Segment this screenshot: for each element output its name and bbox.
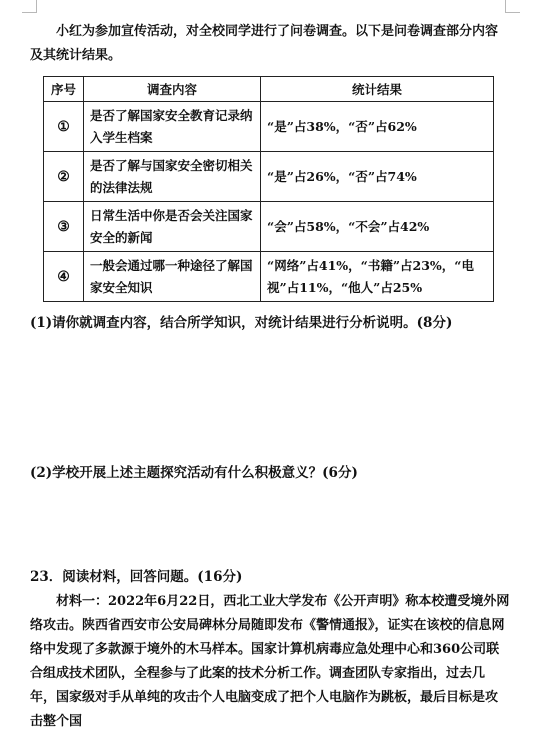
question-2: (2)学校开展上述主题探究活动有什么积极意义？(6分) <box>30 465 358 481</box>
row-result: “会”占58%，“不会”占42% <box>261 202 494 252</box>
row-result: “是”占26%，“否”占74% <box>261 152 494 202</box>
row-content: 是否了解与国家安全密切相关的法律法规 <box>84 152 261 202</box>
header-content: 调查内容 <box>84 77 261 102</box>
material-one-paragraph: 材料一：2022年6月22日，西北工业大学发布《公开声明》称本校遭受境外网络攻击。陕西省西安市公安局碑林分局随即发布《警情通报》，证实在该校的信息网络中发现了多款源于境外的木马样本。国家计算机病毒应急处理中心和360公司联合组成技术团队，全程参与了此案的技术分析工作。调查团队专家指出，过去几年，国家级对手从单纯的攻击个人电脑变成了把个人电脑作为跳板，最后目标是攻击整个国 <box>30 594 510 729</box>
table-row <box>44 102 494 152</box>
row-content: 一般会通过哪一种途径了解国家安全知识 <box>84 252 261 302</box>
question-23-heading: 23．阅读材料，回答问题。(16分) <box>30 569 243 585</box>
row-index: ② <box>44 152 84 202</box>
table-header-row <box>44 77 494 102</box>
page-corner-mark-right <box>505 0 520 13</box>
table-row <box>44 202 494 252</box>
header-index: 序号 <box>44 77 84 102</box>
row-index: ③ <box>44 202 84 252</box>
survey-table <box>43 76 494 302</box>
table-row <box>44 252 494 302</box>
row-content: 日常生活中你是否会关注国家安全的新闻 <box>84 202 261 252</box>
row-index: ① <box>44 102 84 152</box>
intro-paragraph: 小红为参加宣传活动，对全校同学进行了问卷调查。以下是问卷调查部分内容及其统计结果。 <box>30 24 499 63</box>
row-result: “网络”占41%，“书籍”占23%，“电视”占11%，“他人”占25% <box>261 252 494 302</box>
header-result: 统计结果 <box>261 77 494 102</box>
question-1: (1)请你就调查内容，结合所学知识，对统计结果进行分析说明。(8分) <box>30 315 453 331</box>
row-content: 是否了解国家安全教育记录纳入学生档案 <box>84 102 261 152</box>
row-result: “是”占38%，“否”占62% <box>261 102 494 152</box>
row-index: ④ <box>44 252 84 302</box>
page-corner-mark-left <box>22 0 37 13</box>
table-row <box>44 152 494 202</box>
